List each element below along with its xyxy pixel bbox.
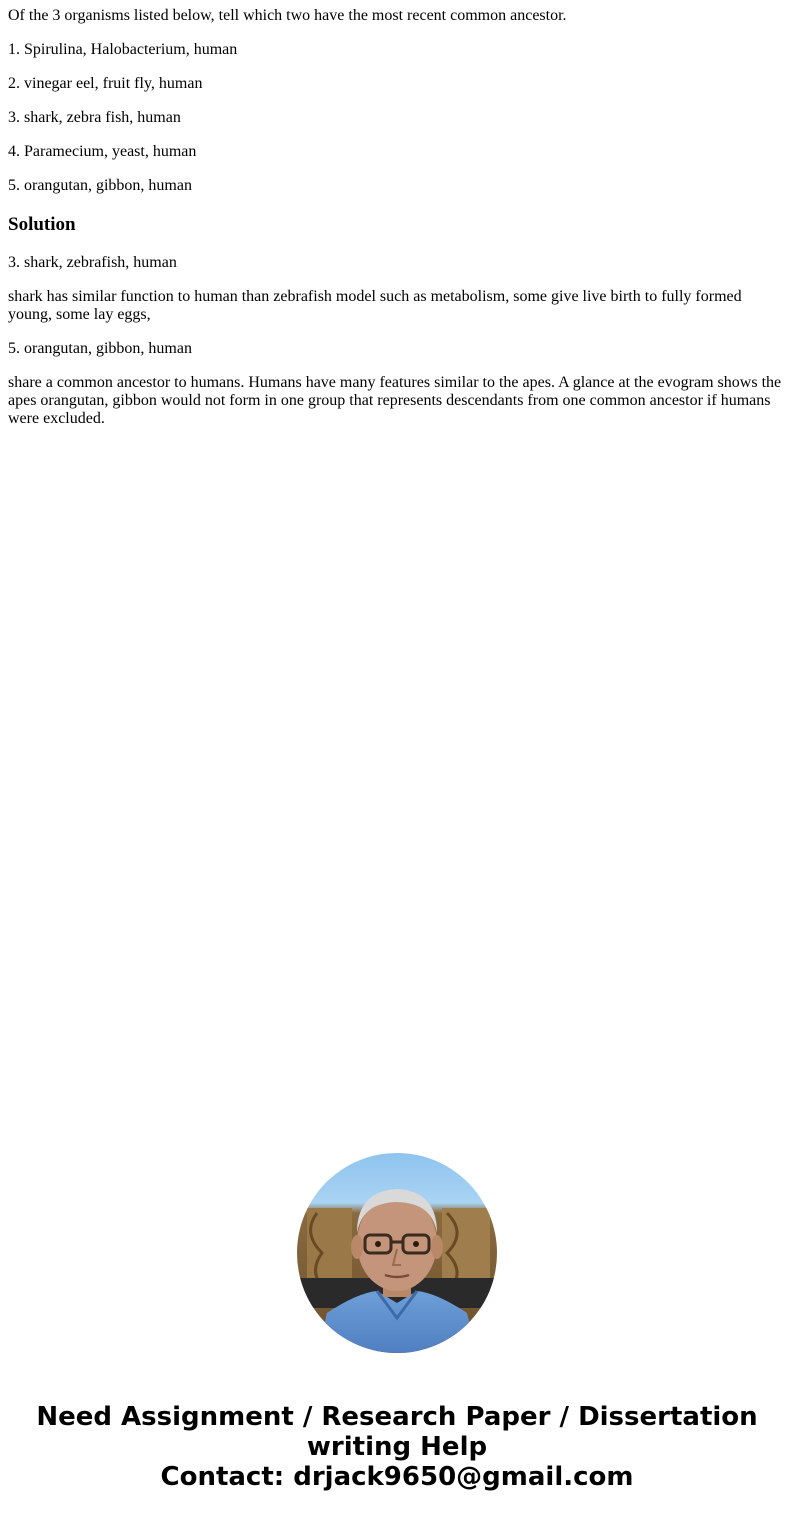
option-1: 1. Spirulina, Halobacterium, human bbox=[8, 41, 238, 58]
option-4: 4. Paramecium, yeast, human bbox=[8, 143, 197, 160]
solution-explanation-1: shark has similar function to human than zebrafish model such as metabolism, some give live birth to fully formed young, some lay eggs, bbox=[8, 288, 742, 323]
author-portrait-image bbox=[297, 1153, 497, 1353]
solution-heading: Solution bbox=[8, 214, 76, 235]
footer-contact-email: Contact: drjack9650@gmail.com bbox=[160, 1462, 634, 1492]
option-5: 5. orangutan, gibbon, human bbox=[8, 177, 192, 194]
contact-footer bbox=[0, 1402, 794, 1492]
solution-answer-2: 5. orangutan, gibbon, human bbox=[8, 340, 192, 357]
author-avatar bbox=[297, 1153, 497, 1353]
option-3: 3. shark, zebra fish, human bbox=[8, 109, 181, 126]
solution-answer-1: 3. shark, zebrafish, human bbox=[8, 254, 177, 271]
option-2: 2. vinegar eel, fruit fly, human bbox=[8, 75, 203, 92]
footer-line-1: Need Assignment / Research Paper / Dissertation bbox=[36, 1402, 758, 1432]
solution-explanation-2: share a common ancestor to humans. Humans have many features similar to the apes. A glance at the evogram shows the apes orangutan, gibbon would not form in one group that represents descendants from one common ancestor if humans were excluded. bbox=[8, 374, 782, 427]
question-prompt: Of the 3 organisms listed below, tell which two have the most recent common ancestor. bbox=[8, 7, 567, 24]
footer-line-2: writing Help bbox=[306, 1432, 488, 1462]
